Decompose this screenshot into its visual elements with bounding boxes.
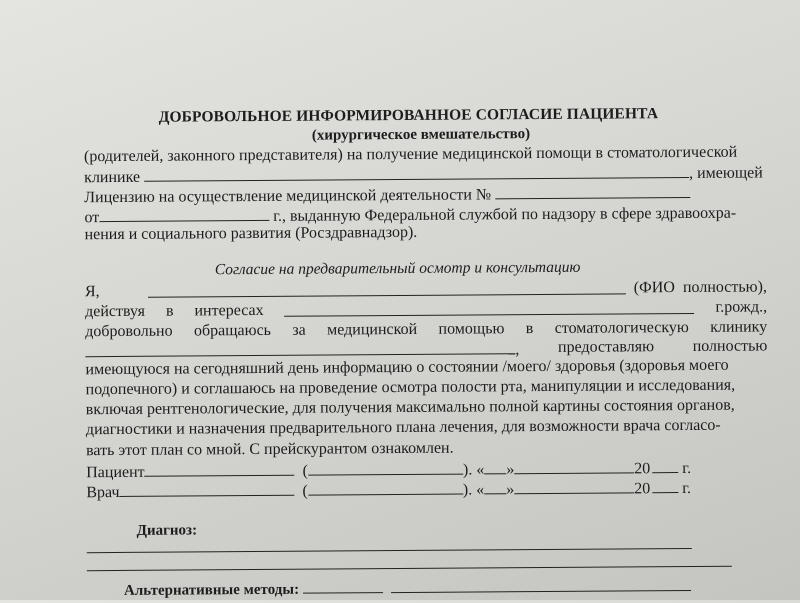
doctor-month-blank[interactable] bbox=[514, 478, 634, 494]
document-subtitle: (хирургическое вмешательство) bbox=[311, 126, 531, 144]
doctor-year-blank[interactable] bbox=[652, 478, 678, 493]
license-date-blank[interactable] bbox=[99, 206, 269, 222]
patient-month-blank[interactable] bbox=[514, 458, 634, 474]
year-prefix: 20 bbox=[634, 460, 651, 478]
word: за bbox=[292, 321, 306, 339]
patient-fullname-blank[interactable] bbox=[148, 279, 626, 297]
paragraph-line-2 bbox=[85, 298, 767, 321]
acting-interests-text: интересах bbox=[194, 301, 264, 320]
diagnosis-heading: Диагноз: bbox=[136, 522, 198, 539]
quote-close: » bbox=[506, 481, 515, 499]
comma: , bbox=[515, 341, 520, 359]
pronoun-text: Я, bbox=[84, 283, 100, 301]
year-suffix: г. bbox=[682, 479, 691, 498]
word: клинику bbox=[710, 318, 768, 336]
fio-label: (ФИО bbox=[633, 279, 675, 297]
doctor-day-blank[interactable] bbox=[484, 479, 506, 494]
document-title: ДОБРОВОЛЬНОЕ ИНФОРМИРОВАННОЕ СОГЛАСИЕ ПАЦИЕНТА bbox=[158, 105, 659, 126]
paragraph-line-1 bbox=[85, 278, 767, 301]
intro-line-1: (родителей, законного представителя) на получение медицинской помощи в стоматологической bbox=[83, 143, 738, 166]
providing-text: предоставляю bbox=[557, 338, 655, 356]
clinic-name-blank[interactable] bbox=[144, 163, 689, 182]
alternatives-label: Альтернативные методы: bbox=[123, 581, 300, 599]
paragraph-line-9: вать этот план со мной. С прейскурантом ознакомлен. bbox=[85, 439, 454, 460]
alternatives-blank-2[interactable] bbox=[390, 576, 690, 593]
patient-signature-blank[interactable] bbox=[145, 461, 295, 477]
section-heading-consent: Согласие на предварительный осмотр и консультацию bbox=[214, 258, 581, 279]
date-open: ). « bbox=[462, 481, 485, 499]
patient-day-blank[interactable] bbox=[484, 459, 506, 474]
alternatives-heading bbox=[124, 576, 691, 600]
doctor-name-decoding-blank[interactable] bbox=[308, 480, 463, 496]
acting-text: действуя bbox=[85, 302, 146, 321]
license-issuer-text: г., выданную Федеральной службой по надзору в сфере здравоохра- bbox=[269, 204, 737, 225]
clinic-suffix: , имеющей bbox=[688, 164, 763, 182]
paragraph-line-5: имеющуюся на сегодняшний день информацию о состоянии /моего/ здоровья (здоровья моего bbox=[85, 356, 729, 379]
word: в bbox=[525, 320, 534, 338]
diagnosis-line-1[interactable] bbox=[87, 548, 692, 553]
alternatives-blank-1[interactable] bbox=[303, 578, 383, 594]
fio-full-label: полностью), bbox=[682, 278, 767, 297]
word: медицинской bbox=[327, 320, 418, 339]
quote-close: » bbox=[506, 461, 515, 479]
year-suffix: г. bbox=[682, 459, 692, 478]
intro-line-5: нения и социального развития (Росздравнадзор). bbox=[84, 223, 418, 244]
date-open: ). « bbox=[462, 461, 485, 479]
paren-open: ( bbox=[302, 462, 309, 480]
paren-open: ( bbox=[302, 482, 308, 500]
paragraph-line-8: диагностики и назначения предварительного плана лечения, для возможности врача согласо- bbox=[85, 416, 721, 439]
word: помощью bbox=[438, 320, 505, 338]
acting-in-text: в bbox=[165, 302, 174, 320]
ward-name-blank[interactable] bbox=[284, 299, 694, 317]
doctor-signature-row bbox=[86, 478, 691, 502]
fully-text: полностью bbox=[692, 337, 768, 355]
word: стоматологическую bbox=[554, 318, 689, 337]
license-date-label: от bbox=[84, 209, 100, 227]
paragraph-line-6: подопечного) и соглашаюсь на проведение осмотра полости рта, манипуляции и исследования, bbox=[85, 376, 736, 399]
patient-year-blank[interactable] bbox=[652, 458, 678, 473]
year-prefix: 20 bbox=[634, 480, 651, 498]
doctor-label: Врач bbox=[86, 483, 120, 502]
license-label: Лицензию на осуществление медицинской деятельности № bbox=[84, 186, 492, 207]
word: обращаюсь bbox=[193, 321, 272, 340]
word: добровольно bbox=[85, 322, 173, 341]
diagnosis-line-2[interactable] bbox=[87, 566, 732, 572]
paragraph-line-7: включая рентгенологические, для получения максимально полной картины состояния органов, bbox=[85, 396, 735, 419]
birth-year-label: г.рожд., bbox=[715, 298, 768, 316]
doctor-signature-blank[interactable] bbox=[119, 481, 294, 497]
patient-label: Пациент bbox=[86, 463, 145, 482]
license-number-blank[interactable] bbox=[495, 183, 690, 199]
clinic-blank-2[interactable] bbox=[85, 339, 515, 357]
clinic-label: клинике bbox=[84, 168, 141, 187]
patient-name-decoding-blank[interactable] bbox=[308, 460, 463, 476]
